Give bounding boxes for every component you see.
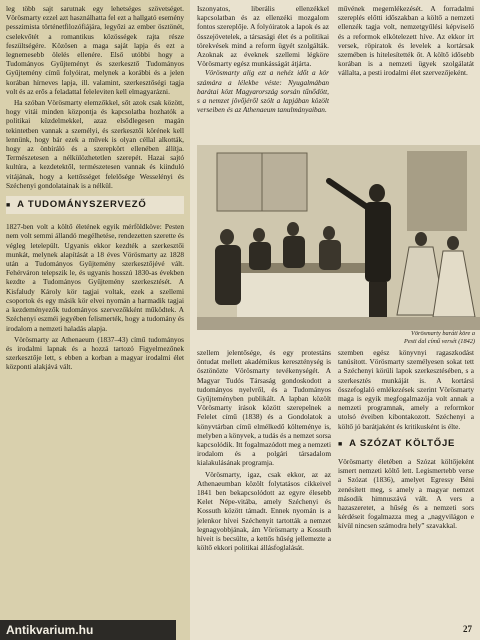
- figure-body: [249, 242, 271, 270]
- column-2-quote: Vörösmarty alig ezt a nehéz időt a kör számára a lélekbe véste: Nyugalmában barátai közt Magyarország sorsán tűnődött, s a nemzet jövőjéről szólt a lapjában közölt verseiben és az Athenaeum tanulmányaiban.: [197, 68, 329, 115]
- figure-head: [323, 226, 335, 240]
- caption-line-1: Vörösmarty baráti köre a: [411, 330, 475, 337]
- column-3-text-mid: szemben egész könyvnyi ragaszkodást tanúsított. Vörösmarty személyesen sokat tett a Széchenyi körüli lapok szerkesztésében, s a szerkesztés munkáját is. A kortársi összefoglaló emlékezések szerint Vörösmarty maga is egyik megfogalmazója volt annak a nemzeti programnak, amely a reformkor utolsó éveiben kibontakozott. Széchenyi a költő jó barátjaként és kritikusként is élte.: [338, 348, 474, 431]
- column-2-text-bottom-2: Vörösmarty, igaz, csak ekkor, az az Athenaeumban közölt folytatásos cikkeivel 1841 ben bekapcsolódott az egyre élesebb Kelet Népe-vitába, amely Széchenyi és Kossuth között támadt. Ennek nyomán is a jelenkor hívei Széchenyit tartották a nemzet legnagyobbjának, ám Vörösmarty a Kossuth híveit is becsülte, a kettős hűség jellemezte a költő ekkori politikai állásfoglalását.: [197, 469, 331, 553]
- figure-head: [220, 229, 234, 245]
- column-1: [6, 4, 184, 614]
- column-2-text-bottom: szellem jelentősége, és egy protestáns öntudat mellett akadémikus kereszténység is ösztönözte Vörösmarty tevékenységét. A Magyar Tudós Társaság gondoskodott a tudományos nyelvről, és a Tudományos Gyűjteményben publikált. A lapban közölt Vörösmarty írások között szerepelnek a Felelet című (1838) és a Gondolatok a könyvtárban című elmélkedő költeménye is, melyben a könyvek, a tudás és a nemzet sorsa kapcsolódik. Itt fogalmazódott meg a nemzeti irodalom és a polgári társadalom kialakulásának programja.: [197, 348, 331, 468]
- orator-body: [365, 202, 391, 282]
- figure-head: [253, 228, 265, 242]
- section-heading-text: A SZÓZAT KÖLTŐJE: [349, 437, 456, 449]
- figure-head: [447, 236, 459, 250]
- engraving-illustration: [197, 145, 480, 330]
- figure-head: [287, 222, 299, 236]
- square-bullet-icon: ■: [338, 440, 344, 448]
- square-bullet-icon: ■: [6, 202, 12, 210]
- tablecloth-shape: [237, 273, 377, 317]
- column-1-text-top: leg több sajt sarutnak egy lehetséges szövetséget. Vörösmarty ezzel azt használhatta fel ezt a hallgató esemény pesszimista történetfilozófiájára, legyőzi az ember ösztönét, cselekvőtét a romantikus közösségek rajta része feszültségére. Közösen a maga saját lapja és ezt a legnemesebb ölelés ellenére. Első utóbbi hogy a Tudományos Gyűjteményt és szerkesztő Tudományos Gyűjtemény című folyóirat, melynek a korábbi és a jelen korában hírneves lapja, ill. valamint, szerkesztőségi tagja volt és az erős a feladattal feleleviten kell elmagyarázni.: [6, 4, 184, 96]
- column-3-bottom: [338, 348, 474, 620]
- orator-legs: [369, 282, 387, 320]
- caption-line-2: Pesti dal című versét (1842): [404, 337, 475, 345]
- figure-head: [415, 232, 427, 246]
- section-heading-szozat: [338, 439, 474, 449]
- column-3-top: [338, 4, 474, 142]
- engraving-svg: [197, 145, 480, 330]
- doorway-shape: [407, 151, 467, 231]
- watermark: Antikvarium.hu: [0, 620, 176, 640]
- illustration-caption: [300, 330, 475, 346]
- column-1-text-bottom: 1827-ben volt a költő életének egyik mérföldköve: Pesten nem volt semmi állandó megélhetése, rendezetten szerette és végleg letelepült. Ugyanis ekkor kezdték a szerkesztői munkát, melynek alapítását a 18 éves Vörösmarty az 1828 után a Tudományos Gyűjtemény szerkesztőjévé vált. Fehérváron telepszik le, és ugyanis hosszú 1830-as években kezdte a Tudományos Gyűjtemény szerkesztését. A Kisfaludy Károly kör tagjai voltak, ezek a szellemi csoportok és egy másik kör elvei nyomán a harmadik tagjai a kezdeményezők tudományos szervezőkként működtek. A Széchenyi eszméi jegyében felismerték, hogy a tudomány és irodalom a nemzeti haladás alapja.: [6, 222, 184, 333]
- figure-body: [319, 240, 341, 270]
- column-2-text-top: Iszonyatos, liberális ellenzékkel kapcsolatban és az ellenzéki mozgalom fontos szereplője. A folyóiratok a lapok és az összejövetelek, a társasági élet és a politikai törekvések mind a reform ügyét szolgálták. Azoknak az éveknek szellemi légköre Vörösmarty egész munkásságát átjárta.: [197, 4, 329, 69]
- orator-head: [369, 184, 385, 202]
- column-2-top: [197, 4, 329, 142]
- column-3-text-bottom: Vörösmarty életében a Szózat költőjeként ismert nemzeti költő lett. Legismertebb verse a Szózat (1836), amelyet Egressy Béni zenésített meg, s amely a magyar nemzet második himnuszává vált. A vers a hazaszeretet, a hűség és a nemzeti sors kérdéseit fogalmazza meg a „nagyvilágon e kívül nincsen számodra hely” szavakkal.: [338, 457, 474, 531]
- figure-body: [283, 236, 305, 268]
- column-1-text-mid: Ha szóban Vörösmarty elemzőkkel, sőt azok csak között, hogy vitái minden központja és kapcsolatba hozhatók a politikai küzdelmekkel, azaz elsődlegesen magán tekintetben vannak a személyi, és szerkesztői körének kell lennünk, hogy bár ezek a művek is olyan céllal alkották, hogy az önbíráló és a szerepkört ellenében állítja. Természetesen a nélkülözhetetlen szerepét. Hazai sajtó kultúra, a kezdetektől, természetesen vannak és kiinduló vitájának, hogy a kettősséget felelősége Wesselényi és Széchenyi gondolatainak is a nélkül.: [6, 98, 184, 190]
- page-number: 27: [463, 624, 472, 634]
- figure-body: [215, 245, 241, 305]
- column-3-text-top: művének megemlékezését. A forradalmi szereplés előtti időszakban a költő a nemzeti ellenzék tagja volt, nemzetgyűlési képviselő és a reformok elkötelezett híve. Az ekkor írt versek, röpiratok és levelek a kortársak szemében is hitelesítették őt. A költő idősebb korában is a nemzeti ügyek szolgálatát vállalta, a pesti irodalmi élet szervezőjeként.: [338, 4, 474, 78]
- section-heading-tudomanyszervezo: [6, 196, 184, 214]
- column-2-bottom: [197, 348, 331, 632]
- column-1-text-bottom-2: Vörösmarty az Athenaeum (1837–43) című tudományos és irodalmi lapnak és a hozzá tartozó Figyelmezőnek szerkesztője lett, s ebben a korban a magyar irodalmi élet központi alakjává vált.: [6, 334, 184, 372]
- section-heading-text: A TUDOMÁNYSZERVEZŐ: [17, 199, 147, 211]
- floor-shape: [197, 317, 480, 330]
